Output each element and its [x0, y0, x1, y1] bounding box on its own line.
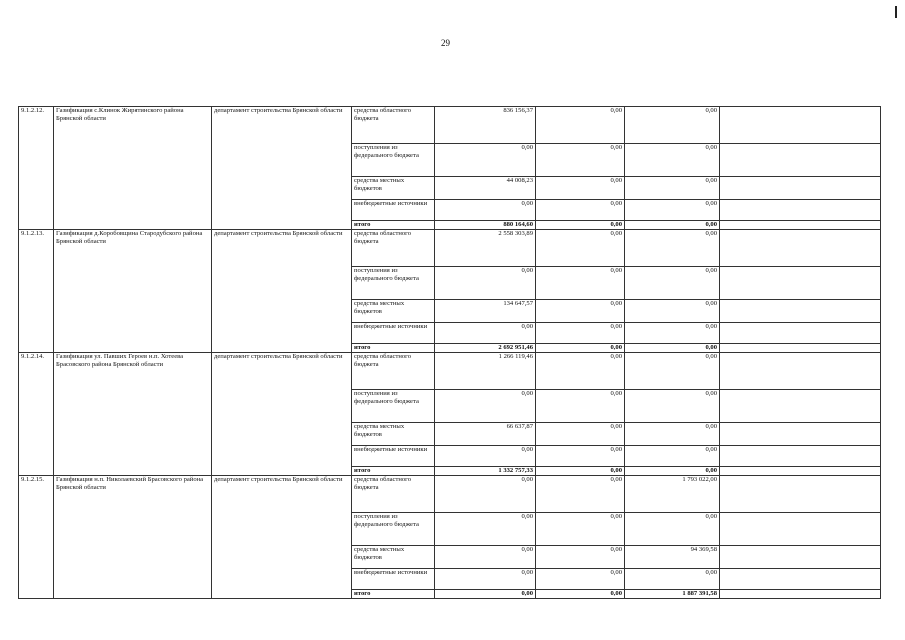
project-name: Газификация д.Коробовщина Стародубского района Брянской области — [54, 230, 212, 353]
empty-cell — [720, 323, 881, 344]
amount-year-1: 134 647,57 — [435, 300, 536, 323]
amount-year-3: 0,00 — [625, 423, 720, 446]
amount-year-3: 1 793 022,00 — [625, 476, 720, 513]
amount-year-1: 0,00 — [435, 323, 536, 344]
amount-year-2: 0,00 — [536, 590, 625, 599]
project-code: 9.1.2.13. — [19, 230, 54, 353]
empty-cell — [720, 513, 881, 546]
funding-source: средства местных бюджетов — [352, 177, 435, 200]
amount-year-3: 0,00 — [625, 467, 720, 476]
amount-year-2: 0,00 — [536, 221, 625, 230]
empty-cell — [720, 590, 881, 599]
project-name: Газификация ул. Павших Героев н.п. Хотеева Брасовского района Брянской области — [54, 353, 212, 476]
funding-source: средства местных бюджетов — [352, 300, 435, 323]
empty-cell — [720, 344, 881, 353]
amount-year-3: 0,00 — [625, 107, 720, 144]
amount-year-2: 0,00 — [536, 353, 625, 390]
amount-year-1: 1 266 119,46 — [435, 353, 536, 390]
amount-year-3: 0,00 — [625, 323, 720, 344]
amount-year-3: 0,00 — [625, 446, 720, 467]
funding-source: средства областного бюджета — [352, 107, 435, 144]
amount-year-3: 0,00 — [625, 344, 720, 353]
funding-source: итого — [352, 221, 435, 230]
amount-year-1: 0,00 — [435, 546, 536, 569]
amount-year-2: 0,00 — [536, 267, 625, 300]
amount-year-2: 0,00 — [536, 390, 625, 423]
amount-year-3: 0,00 — [625, 353, 720, 390]
funding-source: средства местных бюджетов — [352, 423, 435, 446]
amount-year-2: 0,00 — [536, 446, 625, 467]
amount-year-1: 0,00 — [435, 590, 536, 599]
amount-year-3: 0,00 — [625, 390, 720, 423]
empty-cell — [720, 107, 881, 144]
table-row — [19, 230, 881, 267]
empty-cell — [720, 267, 881, 300]
amount-year-1: 0,00 — [435, 200, 536, 221]
amount-year-1: 880 164,60 — [435, 221, 536, 230]
amount-year-2: 0,00 — [536, 200, 625, 221]
funding-source: средства областного бюджета — [352, 353, 435, 390]
empty-cell — [720, 144, 881, 177]
funding-source: внебюджетные источники — [352, 200, 435, 221]
amount-year-3: 0,00 — [625, 200, 720, 221]
amount-year-2: 0,00 — [536, 300, 625, 323]
project-executor: департамент строительства Брянской области — [212, 107, 352, 230]
table-row — [19, 353, 881, 390]
amount-year-3: 0,00 — [625, 267, 720, 300]
amount-year-1: 0,00 — [435, 390, 536, 423]
empty-cell — [720, 423, 881, 446]
amount-year-2: 0,00 — [536, 467, 625, 476]
amount-year-1: 66 637,87 — [435, 423, 536, 446]
empty-cell — [720, 569, 881, 590]
empty-cell — [720, 467, 881, 476]
budget-table — [18, 106, 881, 599]
funding-source: поступления из федерального бюджета — [352, 267, 435, 300]
project-code: 9.1.2.15. — [19, 476, 54, 599]
funding-source: средства областного бюджета — [352, 476, 435, 513]
funding-source: средства областного бюджета — [352, 230, 435, 267]
amount-year-1: 0,00 — [435, 446, 536, 467]
amount-year-2: 0,00 — [536, 476, 625, 513]
amount-year-3: 0,00 — [625, 230, 720, 267]
amount-year-2: 0,00 — [536, 230, 625, 267]
funding-source: поступления из федерального бюджета — [352, 513, 435, 546]
amount-year-2: 0,00 — [536, 546, 625, 569]
edge-mark — [895, 6, 897, 18]
funding-source: итого — [352, 590, 435, 599]
amount-year-2: 0,00 — [536, 144, 625, 177]
amount-year-2: 0,00 — [536, 177, 625, 200]
amount-year-1: 0,00 — [435, 476, 536, 513]
amount-year-3: 0,00 — [625, 221, 720, 230]
amount-year-1: 0,00 — [435, 569, 536, 590]
project-code: 9.1.2.14. — [19, 353, 54, 476]
empty-cell — [720, 546, 881, 569]
empty-cell — [720, 353, 881, 390]
amount-year-3: 94 369,58 — [625, 546, 720, 569]
amount-year-3: 1 887 391,58 — [625, 590, 720, 599]
amount-year-2: 0,00 — [536, 344, 625, 353]
table-row — [19, 476, 881, 513]
amount-year-2: 0,00 — [536, 107, 625, 144]
table-row — [19, 107, 881, 144]
amount-year-1: 836 156,37 — [435, 107, 536, 144]
empty-cell — [720, 390, 881, 423]
empty-cell — [720, 476, 881, 513]
amount-year-1: 2 558 303,89 — [435, 230, 536, 267]
amount-year-3: 0,00 — [625, 513, 720, 546]
amount-year-1: 1 332 757,33 — [435, 467, 536, 476]
amount-year-1: 44 008,23 — [435, 177, 536, 200]
empty-cell — [720, 177, 881, 200]
funding-source: поступления из федерального бюджета — [352, 390, 435, 423]
project-code: 9.1.2.12. — [19, 107, 54, 230]
project-name: Газификация н.п. Николаевский Брасовского района Брянской области — [54, 476, 212, 599]
amount-year-3: 0,00 — [625, 300, 720, 323]
amount-year-2: 0,00 — [536, 513, 625, 546]
project-executor: департамент строительства Брянской области — [212, 230, 352, 353]
funding-source: поступления из федерального бюджета — [352, 144, 435, 177]
amount-year-1: 0,00 — [435, 267, 536, 300]
funding-source: внебюджетные источники — [352, 446, 435, 467]
empty-cell — [720, 300, 881, 323]
amount-year-2: 0,00 — [536, 569, 625, 590]
amount-year-3: 0,00 — [625, 569, 720, 590]
amount-year-2: 0,00 — [536, 423, 625, 446]
empty-cell — [720, 221, 881, 230]
funding-source: итого — [352, 467, 435, 476]
funding-source: итого — [352, 344, 435, 353]
empty-cell — [720, 230, 881, 267]
amount-year-1: 0,00 — [435, 513, 536, 546]
empty-cell — [720, 200, 881, 221]
amount-year-2: 0,00 — [536, 323, 625, 344]
funding-source: средства местных бюджетов — [352, 546, 435, 569]
project-executor: департамент строительства Брянской области — [212, 476, 352, 599]
amount-year-3: 0,00 — [625, 177, 720, 200]
funding-source: внебюджетные источники — [352, 323, 435, 344]
amount-year-1: 0,00 — [435, 144, 536, 177]
project-name: Газификация с.Клинок Жирятинского района Брянской области — [54, 107, 212, 230]
empty-cell — [720, 446, 881, 467]
amount-year-1: 2 692 951,46 — [435, 344, 536, 353]
amount-year-3: 0,00 — [625, 144, 720, 177]
page-number: 29 — [441, 38, 450, 48]
project-executor: департамент строительства Брянской области — [212, 353, 352, 476]
funding-source: внебюджетные источники — [352, 569, 435, 590]
